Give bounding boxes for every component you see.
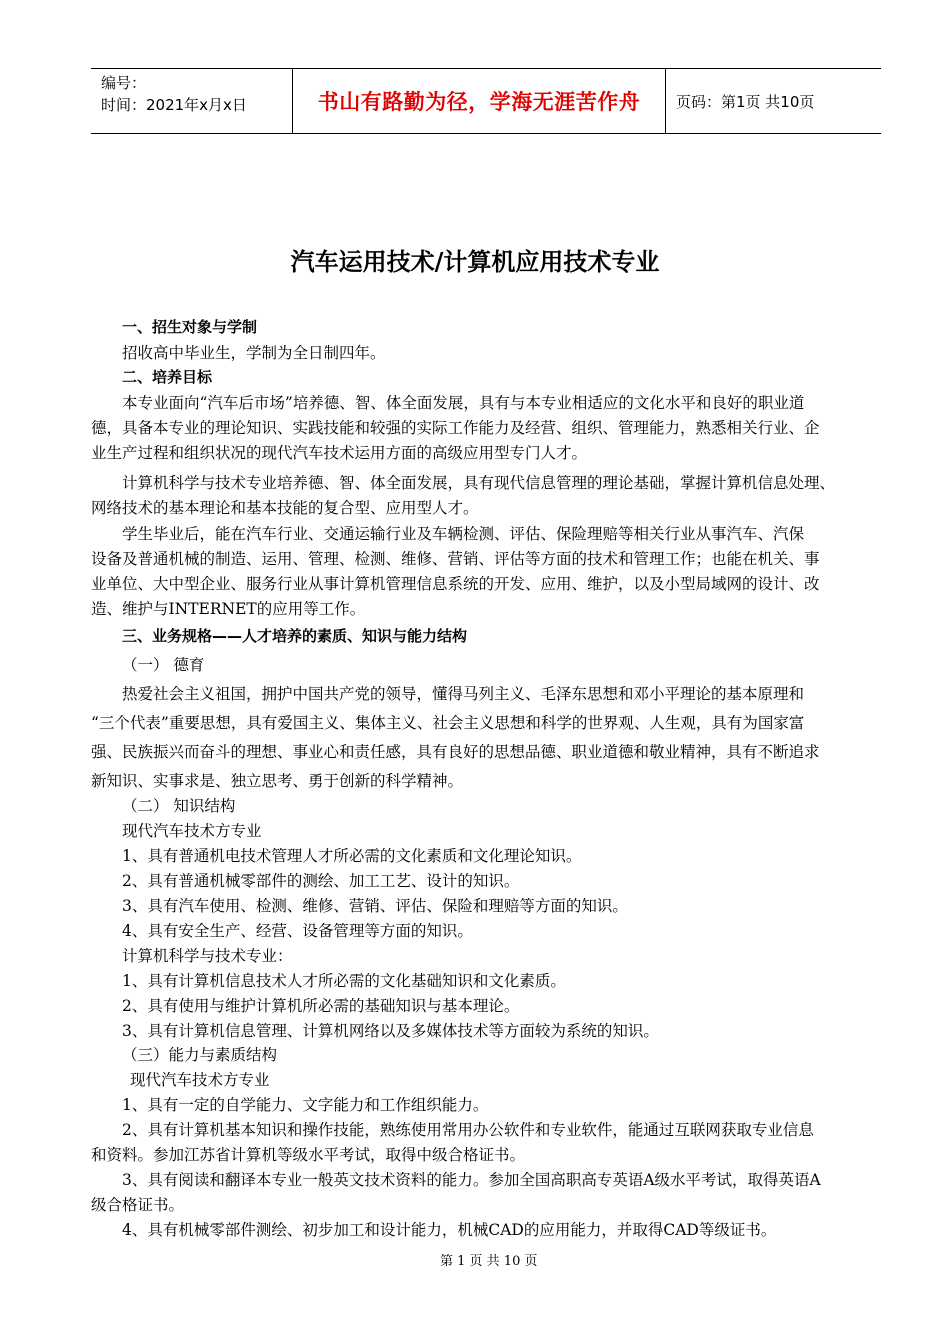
text-line: 计算机科学与技术专业：	[122, 947, 293, 965]
text-line: 业生产过程和组织状况的现代汽车技术运用方面的高级应用型专门人才。	[91, 444, 588, 462]
text-line: 学生毕业后，能在汽车行业、交通运输行业及车辆检测、评估、保险理赔等相关行业从事汽车、汽保	[122, 525, 805, 543]
text-line: 业单位、大中型企业、服务行业从事计算机管理信息系统的开发、应用、维护，以及小型局域网的设计、改	[91, 575, 820, 593]
text-line: 本专业面向“汽车后市场”培养德、智、体全面发展，具有与本专业相适应的文化水平和良好的职业道	[122, 394, 805, 412]
header-page-number: 页码：第1页 共10页	[676, 92, 815, 111]
text-line: “三个代表”重要思想，具有爱国主义、集体主义、社会主义思想和科学的世界观、人生观，具有为国家富	[91, 714, 805, 732]
text-line: 3、具有计算机信息管理、计算机网络以及多媒体技术等方面较为系统的知识。	[122, 1022, 659, 1040]
text-line: 德，具备本专业的理论知识、实践技能和较强的实际工作能力及经营、组织、管理能力，熟悉相关行业、企	[91, 419, 820, 437]
text-line: 新知识、实事求是、独立思考、勇于创新的科学精神。	[91, 772, 464, 790]
text-line: 网络技术的基本理论和基本技能的复合型、应用型人才。	[91, 499, 479, 517]
text-line: （二） 知识结构	[122, 797, 236, 815]
text-line: 计算机科学与技术专业培养德、智、体全面发展，具有现代信息管理的理论基础，掌握计算机信息处理、	[122, 474, 836, 492]
text-line: （一） 德育	[122, 656, 205, 674]
text-line: 2、具有普通机械零部件的测绘、加工工艺、设计的知识。	[122, 872, 520, 890]
text-line: 4、具有安全生产、经营、设备管理等方面的知识。	[122, 922, 473, 940]
text-line: 1、具有计算机信息技术人才所必需的文化基础知识和文化素质。	[122, 972, 566, 990]
header-meta	[91, 69, 293, 133]
text-line: 强、民族振兴而奋斗的理想、事业心和责任感，具有良好的思想品德、职业道德和敬业精神，具有不断追求	[91, 743, 820, 761]
text-line: 和资料。参加江苏省计算机等级水平考试，取得中级合格证书。	[91, 1146, 526, 1164]
document-date: 时间：2021年x月x日	[101, 96, 247, 114]
text-line: 设备及普通机械的制造、运用、管理、检测、维修、营销、评估等方面的技术和管理工作；也能在机关、事	[91, 550, 820, 568]
text-line: 现代汽车技术方专业	[122, 822, 262, 840]
text-line: 1、具有一定的自学能力、文字能力和工作组织能力。	[122, 1096, 489, 1114]
document-title: 汽车运用技术/计算机应用技术专业	[290, 247, 660, 276]
text-line: 现代汽车技术方专业	[130, 1071, 270, 1089]
header-motto: 书山有路勤为径，学海无涯苦作舟	[293, 69, 666, 133]
section-heading: 三、业务规格——人才培养的素质、知识与能力结构	[122, 627, 468, 645]
page-header	[91, 68, 881, 134]
text-line: 热爱社会主义祖国，拥护中国共产党的领导，懂得马列主义、毛泽东思想和邓小平理论的基本原理和	[122, 685, 805, 703]
text-line: （三）能力与素质结构	[122, 1046, 278, 1064]
text-line: 级合格证书。	[91, 1196, 185, 1214]
text-line: 招收高中毕业生，学制为全日制四年。	[122, 344, 386, 362]
text-line: 造、维护与INTERNET的应用等工作。	[91, 600, 366, 618]
page-footer: 第 1 页 共 10 页	[440, 1254, 538, 1269]
section-heading: 一、招生对象与学制	[122, 318, 258, 336]
text-line: 2、具有计算机基本知识和操作技能，熟练使用常用办公软件和专业软件，能通过互联网获取专业信息	[122, 1121, 814, 1139]
text-line: 2、具有使用与维护计算机所必需的基础知识与基本理论。	[122, 997, 520, 1015]
text-line: 4、具有机械零部件测绘、初步加工和设计能力，机械CAD的应用能力，并取得CAD等级证书。	[122, 1221, 777, 1239]
document-number-label: 编号：	[101, 74, 147, 92]
text-line: 3、具有汽车使用、检测、维修、营销、评估、保险和理赔等方面的知识。	[122, 897, 628, 915]
section-heading: 二、培养目标	[122, 368, 213, 386]
text-line: 3、具有阅读和翻译本专业一般英文技术资料的能力。参加全国高职高专英语A级水平考试，取得英语A	[122, 1171, 821, 1189]
text-line: 1、具有普通机电技术管理人才所必需的文化素质和文化理论知识。	[122, 847, 582, 865]
